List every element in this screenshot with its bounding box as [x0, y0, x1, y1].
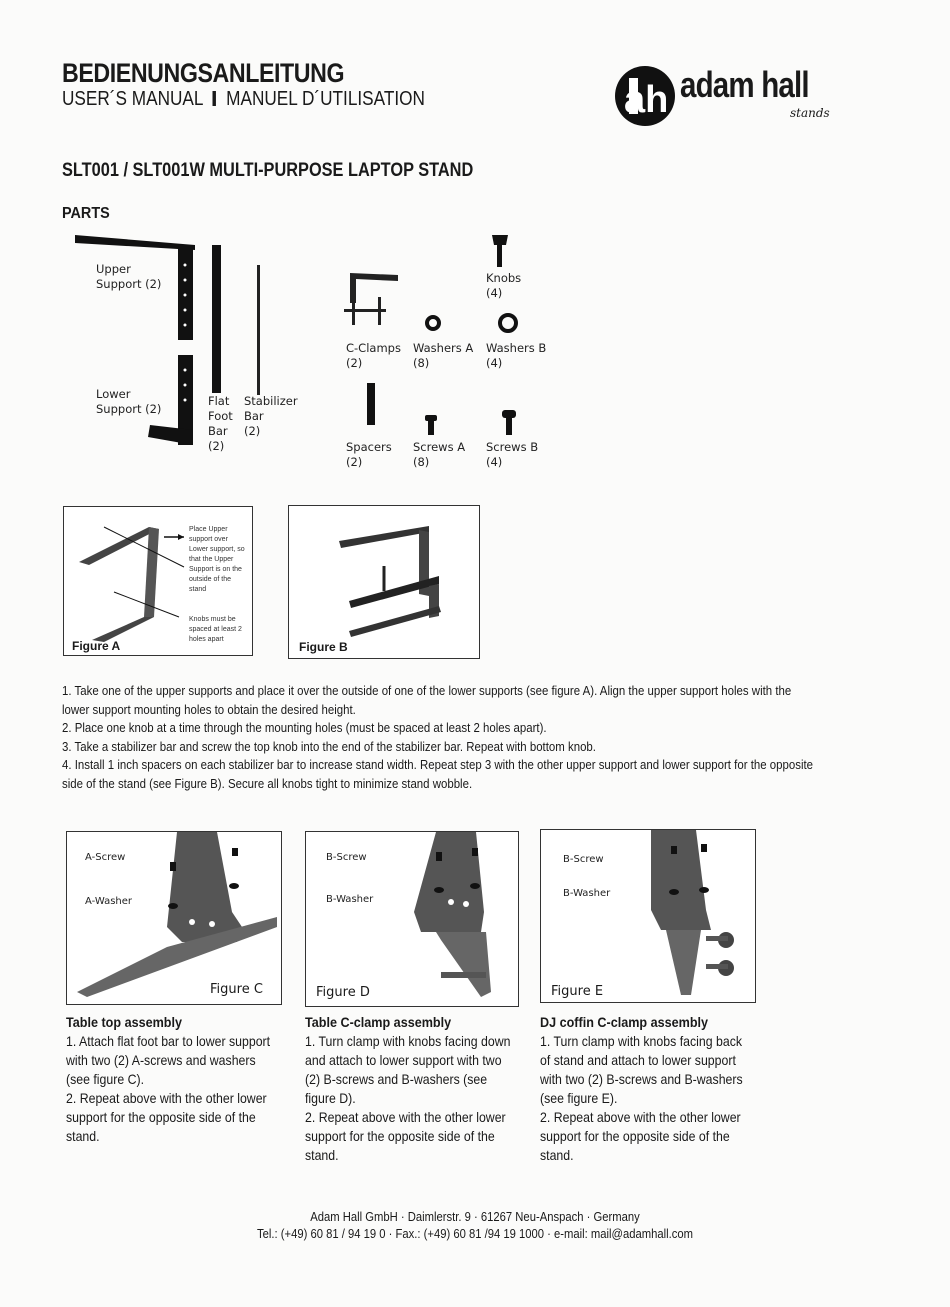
spacers-label: Spacers (2) [346, 440, 392, 469]
assembly-line: stand. [540, 1147, 574, 1163]
step-line: 1. Take one of the upper supports and place it over the outside of one of the lower supports (see figure A). Align the upper support holes with the [62, 683, 792, 698]
screws-a-label: Screws A (8) [413, 440, 466, 469]
product-title: SLT001 / SLT001W MULTI-PURPOSE LAPTOP STAND [62, 160, 474, 181]
assembly-line: and attach to lower support with two [305, 1052, 502, 1068]
assembly-line: (see figure C). [66, 1071, 145, 1087]
knob-icon [492, 235, 508, 267]
screw-a-icon [425, 415, 437, 435]
figure-a-caption: Figure A [72, 639, 121, 653]
washer-a-icon [427, 317, 439, 329]
figure-e-label-screw: B-Screw [563, 854, 604, 865]
assembly-line: 1. Turn clamp with knobs facing back [540, 1033, 743, 1049]
assembly-line: 2. Repeat above with the other lower [540, 1109, 741, 1125]
step-line: side of the stand (see Figure B). Secure all knobs tight to minimize stand wobble. [62, 775, 473, 791]
assembly-title: Table top assembly [66, 1014, 183, 1030]
assembly-line: with two (2) B-screws and B-washers [540, 1071, 743, 1087]
assembly-line: 1. Turn clamp with knobs facing down [305, 1033, 511, 1049]
svg-text:ah: ah [624, 79, 669, 121]
assembly-line: stand. [66, 1128, 100, 1144]
screws-b-label: Screws B (4) [486, 440, 539, 469]
figure-c [66, 831, 282, 1005]
assembly-line: (see figure E). [540, 1090, 618, 1106]
lower-support-label: Lower Support (2) [96, 387, 162, 416]
step-line: lower support mounting holes to obtain the desired height. [62, 701, 356, 717]
figure-e-label-washer: B-Washer [563, 888, 611, 899]
assembly-line: 2. Repeat above with the other lower [305, 1109, 506, 1125]
c-clamp-icon [344, 273, 398, 325]
figure-d-caption: Figure D [316, 985, 370, 1000]
figure-a [63, 506, 253, 656]
figure-d [305, 831, 519, 1007]
upper-support-label: Upper Support (2) [96, 262, 162, 291]
step-line: 4. Install 1 inch spacers on each stabilizer bar to increase stand width. Repeat step 3 with the other upper support and lower support for the opposite [62, 757, 814, 772]
knobs-label: Knobs (4) [486, 271, 522, 300]
assembly-line: 2. Repeat above with the other lower [66, 1090, 267, 1106]
assembly-line: support for the opposite side of the [305, 1128, 495, 1144]
footer-contact: Tel.: (+49) 60 81 / 94 19 0 · Fax.: (+49) 60 81 /94 19 1000 · e-mail: mail@adamhall.com [256, 1227, 694, 1241]
figure-d-label-washer: B-Washer [326, 894, 374, 905]
figure-e-caption: Figure E [551, 984, 604, 999]
adam-hall-logo [612, 62, 844, 130]
figure-e [540, 829, 756, 1003]
subtitle-separator [213, 91, 216, 106]
assembly-line: support for the opposite side of the [66, 1109, 256, 1125]
parts-heading: PARTS [62, 205, 110, 222]
manual-subtitle [62, 88, 425, 111]
figure-a-note-spacing: Knobs must be spaced at least 2 holes apart [189, 616, 242, 643]
stabilizer-bar-label: Stabilizer Bar (2) [244, 394, 298, 438]
c-clamps-label: C-Clamps (2) [346, 341, 401, 370]
assembly-line: of stand and attach to lower support [540, 1052, 736, 1068]
screw-b-icon [502, 410, 516, 435]
table-top-assembly [66, 1013, 296, 1146]
assembly-line: 1. Attach flat foot bar to lower support [66, 1033, 271, 1049]
figure-b-caption: Figure B [299, 640, 348, 654]
assembly-line: support for the opposite side of the [540, 1128, 730, 1144]
logo-script: stands [790, 106, 830, 120]
footer-address: Adam Hall GmbH · Daimlerstr. 9 · 61267 Neu-Anspach · Germany [310, 1210, 640, 1224]
assembly-line: figure D). [305, 1090, 356, 1106]
dj-coffin-assembly [540, 1013, 770, 1165]
stabilizer-bar-icon [257, 265, 260, 395]
figure-c-caption: Figure C [210, 982, 263, 997]
assembly-line: with two (2) A-screws and washers [66, 1052, 256, 1068]
washer-b-icon [500, 315, 516, 331]
flat-foot-bar-icon [212, 245, 221, 393]
step-line: 2. Place one knob at a time through the mounting holes (must be spaced at least 2 holes apart). [62, 720, 547, 735]
instructions [62, 682, 889, 793]
washers-a-label: Washers A (8) [413, 341, 474, 370]
figure-b-illustration [289, 506, 479, 658]
assembly-title: DJ coffin C-clamp assembly [540, 1014, 709, 1030]
spacer-icon [367, 383, 375, 425]
figure-a-note-placement: Place Upper support over Lower support, so that the Upper Support is on the outside of the stand [189, 526, 245, 593]
washers-b-label: Washers B (4) [486, 341, 547, 370]
assembly-line: stand. [305, 1147, 339, 1163]
figure-c-label-screw: A-Screw [85, 852, 126, 863]
figure-b [288, 505, 480, 659]
flat-foot-bar-label: Flat Foot Bar (2) [208, 394, 233, 453]
subtitle-french: MANUEL D´UTILISATION [226, 88, 425, 110]
figure-c-label-washer: A-Washer [85, 896, 133, 907]
step-line: 3. Take a stabilizer bar and screw the top knob into the end of the stabilizer bar. Repeat with bottom knob. [62, 738, 596, 754]
c-clamp-assembly [305, 1013, 535, 1165]
assembly-title: Table C-clamp assembly [305, 1014, 452, 1030]
assembly-line: (2) B-screws and B-washers (see [305, 1071, 488, 1087]
manual-title: BEDIENUNGSANLEITUNG [62, 58, 345, 88]
logo-wordmark: adam hall [680, 64, 809, 105]
subtitle-english: USER´S MANUAL [62, 88, 203, 110]
figure-d-label-screw: B-Screw [326, 852, 367, 863]
